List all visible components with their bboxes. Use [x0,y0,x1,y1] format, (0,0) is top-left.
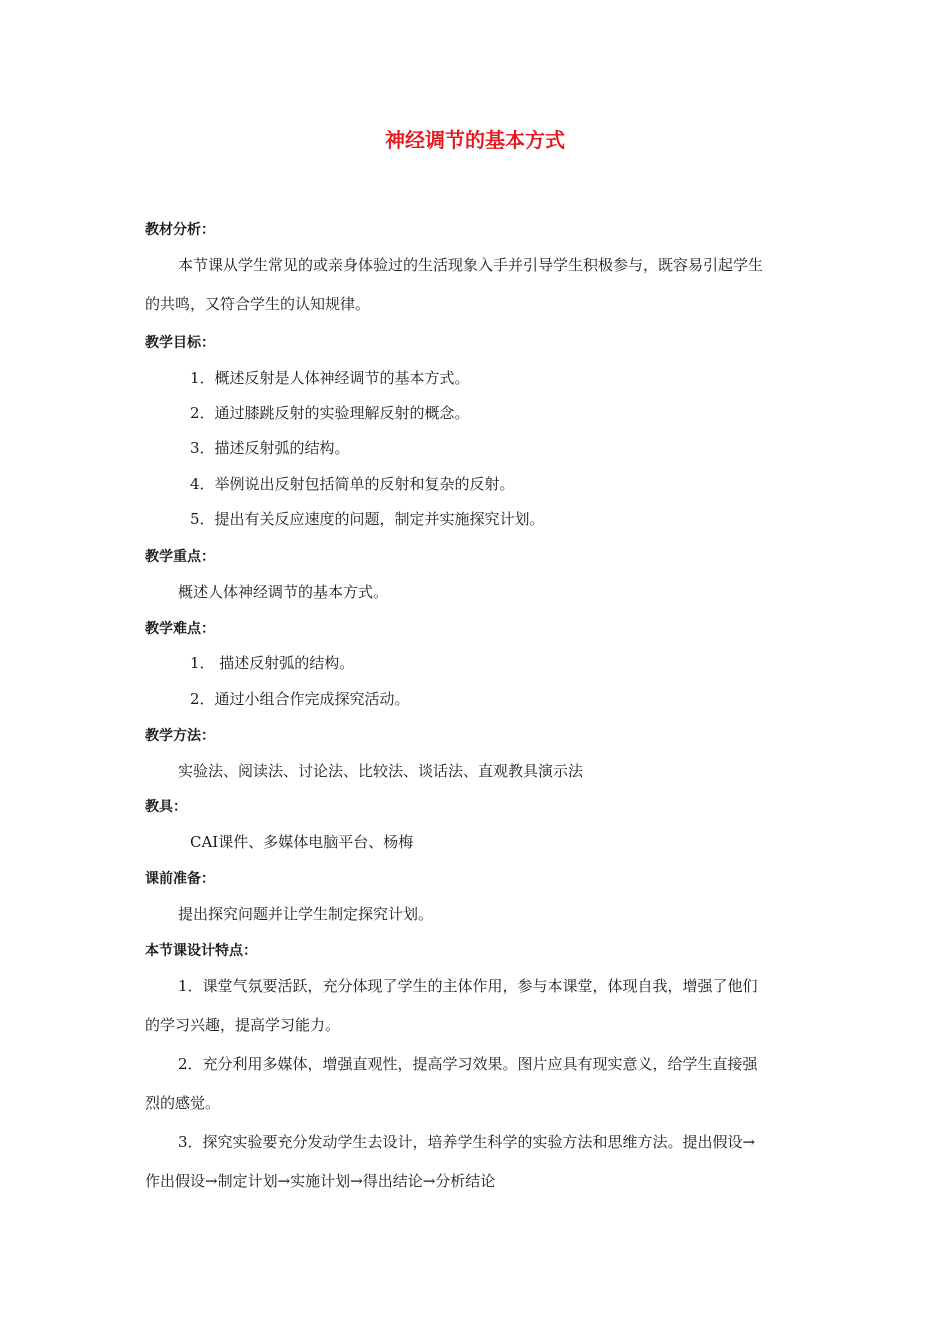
feature-3-line1: 3．探究实验要充分发动学生去设计，培养学生科学的实验方法和思维方法。提出假设→ [178,1133,756,1151]
material-analysis-text-line1: 本节课从学生常见的或亲身体验过的生活现象入手并引导学生积极参与，既容易引起学生 [178,256,764,274]
objective-item-2: 2．通过膝跳反射的实验理解反射的概念。 [190,404,470,422]
page-title: 神经调节的基本方式 [385,128,565,152]
objective-item-4: 4．举例说出反射包括简单的反射和复杂的反射。 [190,475,515,493]
heading-features: 本节课设计特点： [145,943,257,959]
feature-3-line2: 作出假设→制定计划→实施计划→得出结论→分析结论 [145,1172,496,1190]
heading-preparation: 课前准备： [145,871,215,887]
heading-objectives: 教学目标： [145,335,215,351]
tools-text: CAI课件、多媒体电脑平台、杨梅 [190,833,414,851]
feature-1-line2: 的学习兴趣，提高学习能力。 [145,1016,341,1034]
heading-tools: 教具： [145,799,187,815]
heading-difficulties: 教学难点： [145,621,215,637]
heading-key-points: 教学重点： [145,549,215,565]
objective-item-3: 3．描述反射弧的结构。 [190,439,350,457]
objective-item-1: 1．概述反射是人体神经调节的基本方式。 [190,369,470,387]
heading-material-analysis: 教材分析： [145,222,215,238]
preparation-text: 提出探究问题并让学生制定探究计划。 [178,905,434,923]
heading-methods: 教学方法： [145,728,215,744]
difficulty-item-2: 2．通过小组合作完成探究活动。 [190,690,410,708]
difficulty-item-1: 1． 描述反射弧的结构。 [190,654,355,672]
feature-2-line1: 2．充分利用多媒体，增强直观性，提高学习效果。图片应具有现实意义，给学生直接强 [178,1055,758,1073]
methods-text: 实验法、阅读法、讨论法、比较法、谈话法、直观教具演示法 [178,762,584,780]
feature-1-line1: 1．课堂气氛要活跃，充分体现了学生的主体作用，参与本课堂，体现自我，增强了他们 [178,977,758,995]
feature-2-line2: 烈的感觉。 [145,1094,221,1112]
key-points-text: 概述人体神经调节的基本方式。 [178,583,389,601]
material-analysis-text-line2: 的共鸣，又符合学生的认知规律。 [145,295,371,313]
objective-item-5: 5．提出有关反应速度的问题，制定并实施探究计划。 [190,510,545,528]
